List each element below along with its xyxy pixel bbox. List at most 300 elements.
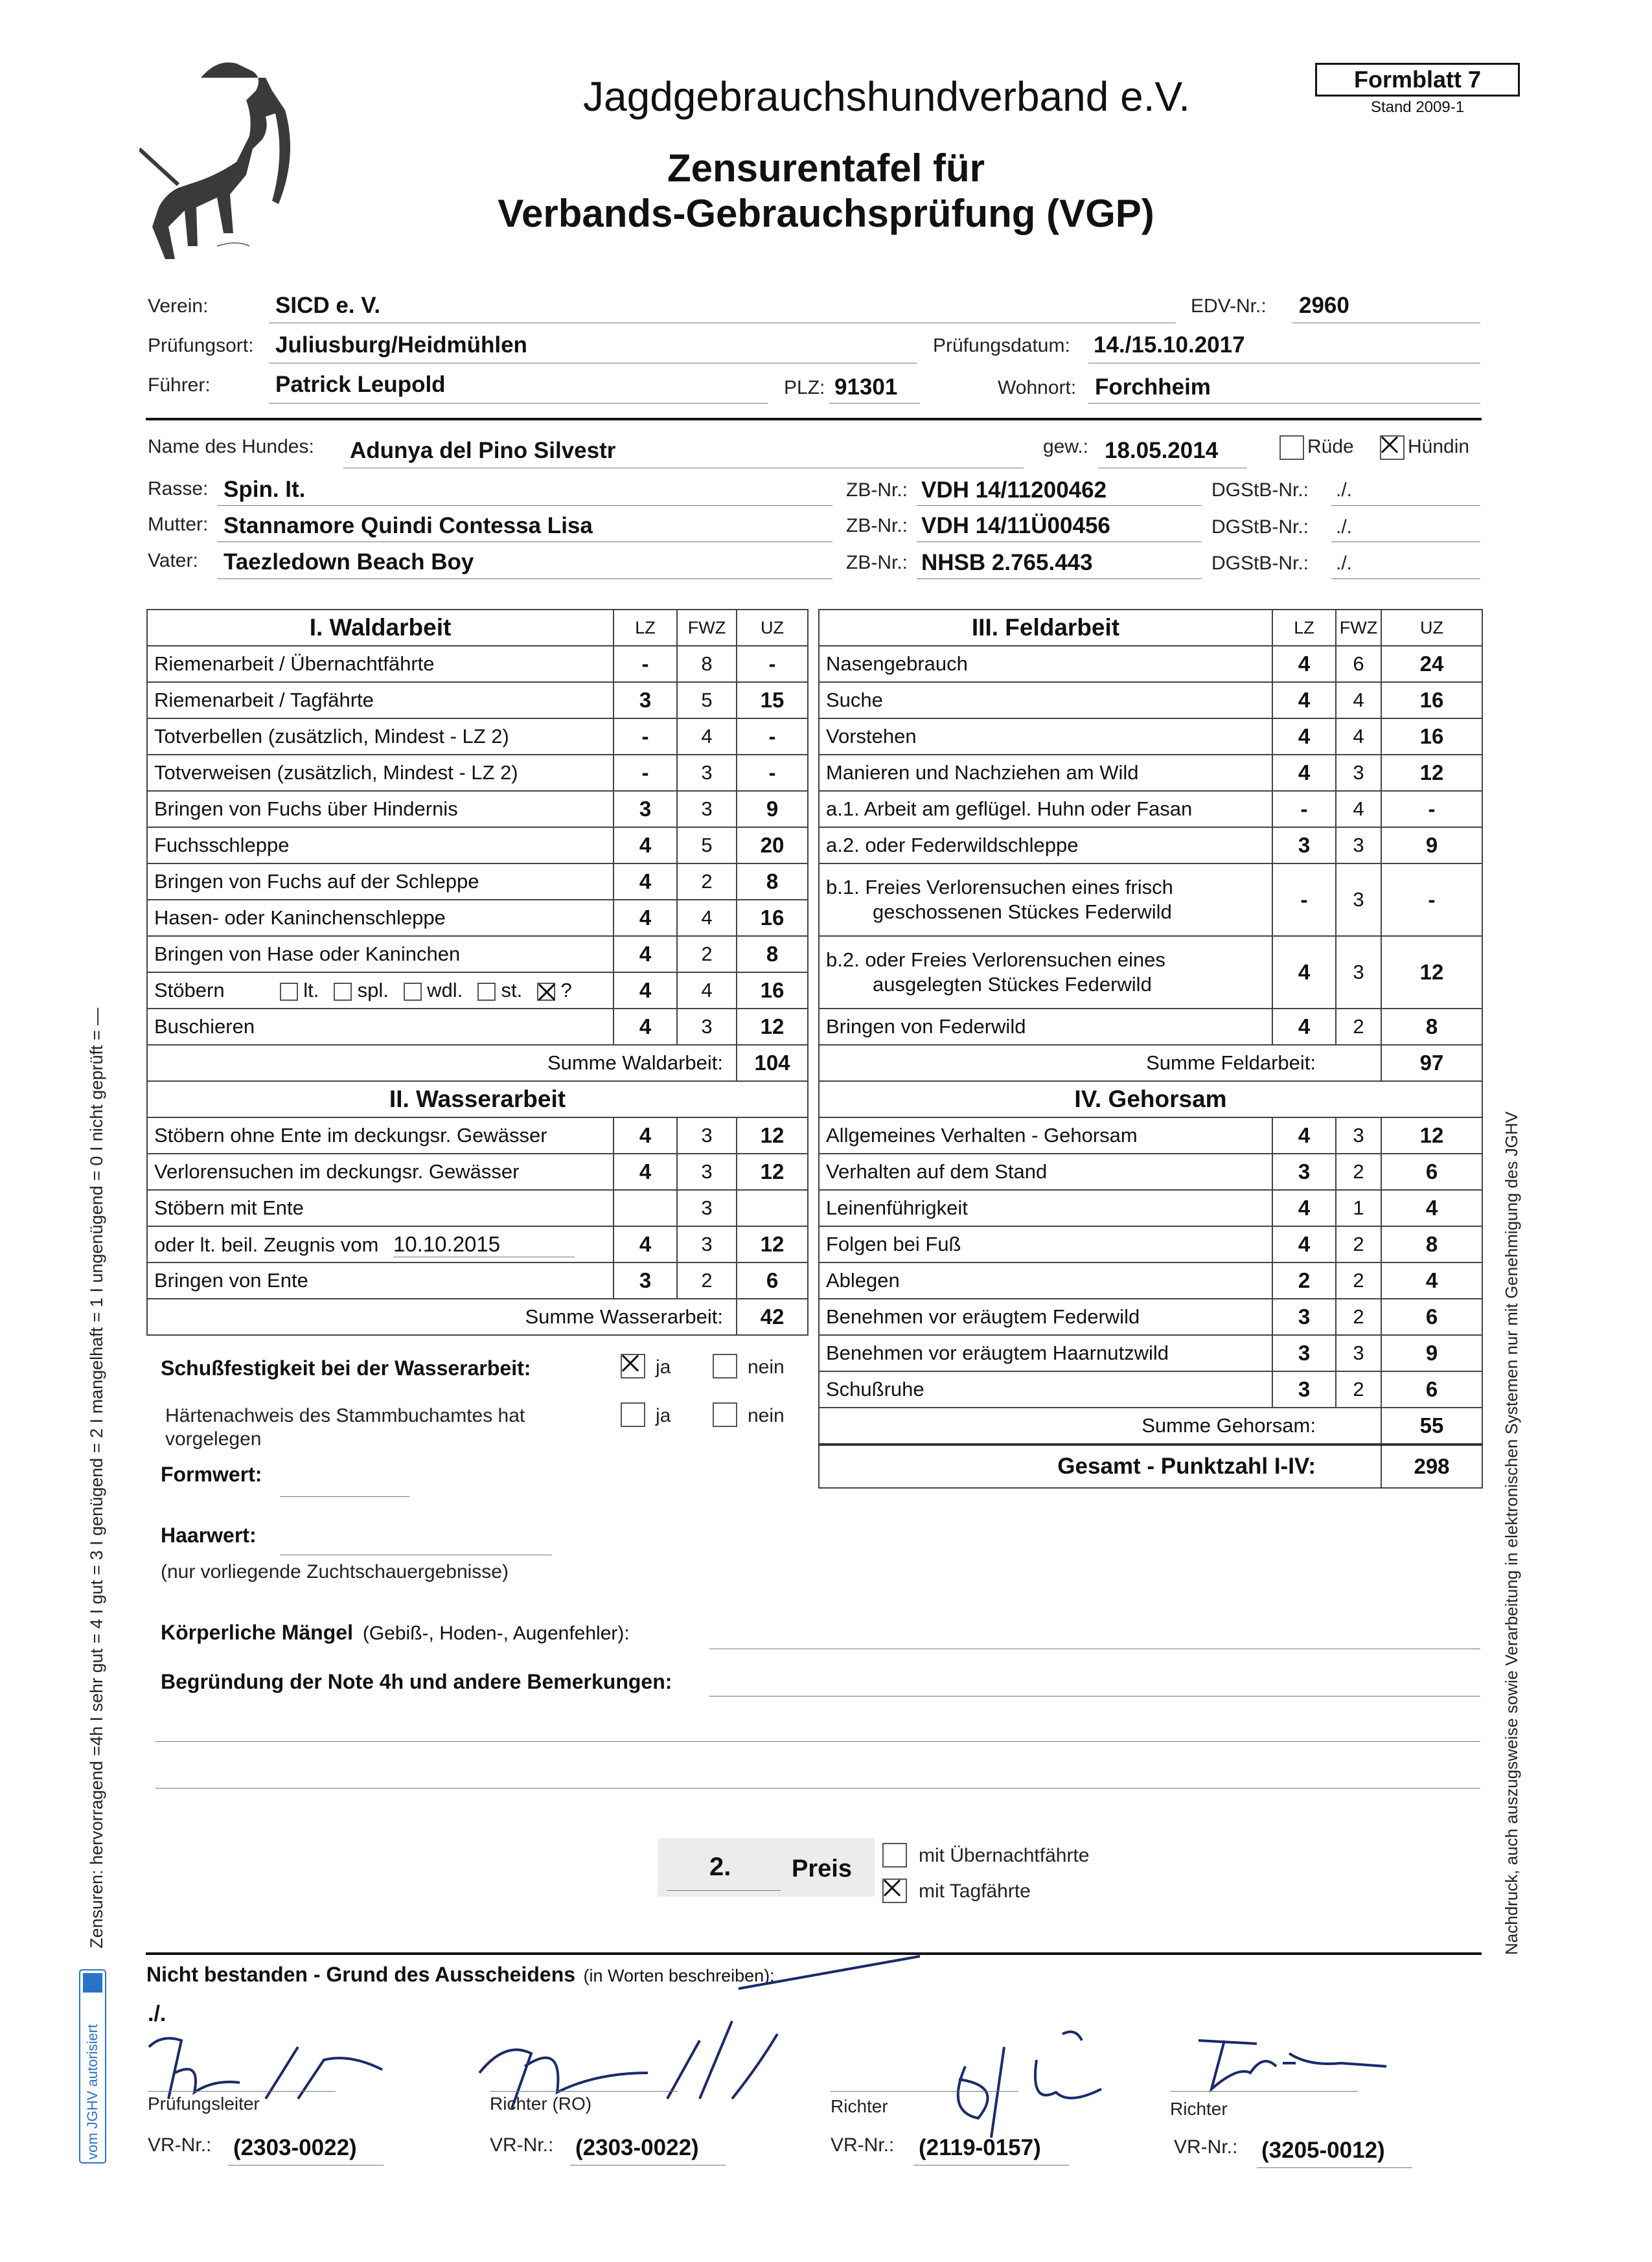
- uz-cell: 12: [737, 1117, 808, 1154]
- table-row: [819, 755, 1482, 791]
- feldarbeit-sum: 97: [1381, 1045, 1482, 1081]
- pruefungsort-label: Prüfungsort:: [148, 335, 254, 356]
- uz-cell: 12: [1381, 755, 1482, 791]
- vater-label: Vater:: [148, 550, 198, 571]
- form-title-line2: Verbands-Gebrauchsprüfung (VGP): [498, 192, 1154, 235]
- row-label: a.2. oder Federwildschleppe: [819, 827, 1272, 863]
- row-label: Ablegen: [819, 1262, 1272, 1299]
- verein-value: SICD e. V.: [275, 293, 381, 318]
- signature-richter-3: [907, 2021, 1127, 2144]
- uz-cell: 4: [1381, 1262, 1482, 1299]
- uz-cell: 12: [737, 1154, 808, 1190]
- schussfestigkeit-label: Schußfestigkeit bei der Wasserarbeit:: [161, 1356, 531, 1380]
- vater-value: Taezledown Beach Boy: [224, 549, 474, 575]
- form-number-box: [1315, 63, 1520, 97]
- maengel-note: (Gebiß-, Hoden-, Augenfehler):: [362, 1623, 630, 1644]
- table-row: [147, 827, 808, 863]
- fwz-cell: 3: [677, 1117, 737, 1154]
- judge-role-3: Richter: [831, 2096, 888, 2116]
- stoebern-lt-checkbox[interactable]: [280, 983, 298, 1001]
- stoebern-wdl-label: wdl.: [427, 979, 463, 1001]
- table-row: [147, 1190, 808, 1226]
- uz-cell: 9: [1381, 827, 1482, 863]
- uz-cell: 8: [737, 936, 808, 972]
- waldarbeit-sum-row: [147, 1045, 808, 1081]
- wasserarbeit-sum-row: [147, 1299, 808, 1335]
- fwz-cell: 6: [1336, 646, 1381, 682]
- stoebern-cell: [147, 972, 614, 1009]
- lz-cell: 4: [614, 1154, 677, 1190]
- row-label: Leinenführigkeit: [819, 1190, 1272, 1226]
- vater-zb-value: NHSB 2.765.443: [921, 550, 1093, 575]
- table-row: [819, 1262, 1482, 1299]
- row-label: [819, 863, 1272, 936]
- waldarbeit-sum: 104: [737, 1045, 808, 1081]
- lz-cell: -: [614, 755, 677, 791]
- schuss-nein-checkbox[interactable]: [713, 1354, 737, 1378]
- fwz-cell: 2: [1336, 1154, 1381, 1190]
- total-label: Gesamt - Punktzahl I-IV:: [819, 1445, 1381, 1488]
- table-row: [147, 791, 808, 827]
- lz-cell: 4: [1272, 646, 1336, 682]
- fwz-cell: 2: [1336, 1009, 1381, 1045]
- feldarbeit-table: [818, 609, 1483, 1489]
- row-label: Riemenarbeit / Tagfährte: [147, 682, 614, 718]
- row-label: Folgen bei Fuß: [819, 1226, 1272, 1262]
- row-label: Fuchsschleppe: [147, 827, 614, 863]
- row-label: Stöbern mit Ente: [147, 1190, 614, 1226]
- fwz-cell: 2: [677, 863, 737, 900]
- uz-cell: 8: [1381, 1226, 1482, 1262]
- uz-cell: -: [1381, 863, 1482, 936]
- fwz-cell: 3: [1336, 755, 1381, 791]
- vater-dgstb-value: ./.: [1336, 553, 1353, 574]
- pruefungsdatum-label: Prüfungsdatum:: [933, 335, 1070, 356]
- table-row: [819, 1009, 1482, 1045]
- table-row: [819, 827, 1482, 863]
- fwz-cell: 5: [677, 827, 737, 863]
- gehorsam-title: IV. Gehorsam: [819, 1081, 1482, 1117]
- preis-uebernacht-label: mit Übernachtfährte: [919, 1845, 1090, 1866]
- fwz-cell: 2: [677, 1262, 737, 1299]
- table-row: [819, 791, 1482, 827]
- preis-uebernacht-checkbox[interactable]: [882, 1843, 907, 1868]
- fwz-cell: 5: [677, 682, 737, 718]
- table-row: [819, 1226, 1482, 1262]
- fwz-cell: 3: [677, 1190, 737, 1226]
- judge-vr-label-3: VR-Nr.:: [831, 2134, 895, 2156]
- table-row: [819, 1154, 1482, 1190]
- col-fwz: FWZ: [1336, 610, 1381, 646]
- b2-label-line1: b.2. oder Freies Verlorensuchen eines: [826, 948, 1165, 971]
- lz-cell: 4: [614, 1117, 677, 1154]
- fwz-cell: 8: [677, 646, 737, 682]
- table-row: [147, 755, 808, 791]
- judge-vr-label-2: VR-Nr.:: [490, 2134, 554, 2156]
- table-row: [819, 863, 1482, 936]
- uz-cell: 12: [1381, 936, 1482, 1009]
- waldarbeit-title: I. Waldarbeit: [147, 610, 614, 646]
- stoebern-st-checkbox[interactable]: [477, 983, 496, 1001]
- sum-label: Summe Wasserarbeit:: [147, 1299, 737, 1335]
- uz-cell: 8: [1381, 1009, 1482, 1045]
- lz-cell: 3: [614, 791, 677, 827]
- row-label: Hasen- oder Kaninchenschleppe: [147, 900, 614, 936]
- row-label: Bringen von Ente: [147, 1262, 614, 1299]
- begruendung-line-2: [155, 1741, 1480, 1742]
- col-lz: LZ: [614, 610, 677, 646]
- b1-label-line1: b.1. Freies Verlorensuchen eines frisch: [826, 876, 1173, 898]
- vater-dgstb-label: DGStB-Nr.:: [1211, 553, 1309, 574]
- lz-cell: 4: [1272, 682, 1336, 718]
- form-number: Formblatt 7: [1353, 66, 1481, 93]
- huendin-label: Hündin: [1408, 436, 1470, 457]
- judge-vr-2: (2303-0022): [575, 2135, 699, 2160]
- fwz-cell: 3: [677, 791, 737, 827]
- uz-cell: 12: [737, 1009, 808, 1045]
- gehorsam-sum-row: [819, 1408, 1482, 1445]
- fwz-cell: 3: [677, 1226, 737, 1262]
- haerte-ja-label: ja: [656, 1405, 671, 1426]
- preis-tag-checkbox[interactable]: [882, 1879, 907, 1903]
- rasse-zb-value: VDH 14/11200462: [921, 477, 1107, 503]
- stoebern-wdl-checkbox[interactable]: [404, 983, 422, 1001]
- huendin-checkbox[interactable]: [1380, 435, 1405, 460]
- fwz-cell: 2: [1336, 1262, 1381, 1299]
- signature-richter-4: [1186, 2028, 1393, 2099]
- fuehrer-value: Patrick Leupold: [275, 372, 446, 397]
- lz-cell: 3: [614, 1262, 677, 1299]
- feldarbeit-sum-row: [819, 1045, 1482, 1081]
- judge-vr-1: (2303-0022): [233, 2135, 357, 2160]
- uz-cell: 24: [1381, 646, 1482, 682]
- table-row: [147, 936, 808, 972]
- hund-name-label: Name des Hundes:: [148, 436, 314, 457]
- fwz-cell: 4: [677, 972, 737, 1009]
- uz-cell: 16: [737, 900, 808, 936]
- fuehrer-label: Führer:: [148, 374, 211, 396]
- row-label: Verlorensuchen im deckungsr. Gewässer: [147, 1154, 614, 1190]
- fwz-cell: 3: [1336, 1117, 1381, 1154]
- hund-name-value: Adunya del Pino Silvestr: [350, 438, 616, 463]
- row-label: Benehmen vor eräugtem Haarnutzwild: [819, 1335, 1272, 1371]
- haerte-ja-checkbox[interactable]: [621, 1402, 645, 1427]
- copyright-note: Nachdruck, auch auszugsweise sowie Verarbeitung in elektronischen Systemen nur mit Genehmigung des JGHV: [1502, 1111, 1521, 1955]
- row-label: Allgemeines Verhalten - Gehorsam: [819, 1117, 1272, 1154]
- rasse-dgstb-label: DGStB-Nr.:: [1211, 479, 1309, 501]
- org-name: Jagdgebrauchshundverband e.V.: [583, 73, 1191, 120]
- jghv-badge: [79, 1969, 106, 2164]
- haarwert-note: (nur vorliegende Zuchtschauergebnisse): [161, 1561, 509, 1582]
- judge-vr-label-4: VR-Nr.:: [1174, 2136, 1238, 2158]
- lz-cell: 4: [614, 827, 677, 863]
- uz-cell: 8: [737, 863, 808, 900]
- row-label: Buschieren: [147, 1009, 614, 1045]
- ruede-checkbox[interactable]: [1279, 435, 1304, 460]
- schuss-ja-checkbox[interactable]: [621, 1354, 645, 1378]
- nicht-bestanden-label: Nicht bestanden - Grund des Ausscheidens: [146, 1963, 576, 1986]
- uz-cell: -: [737, 755, 808, 791]
- wohnort-value: Forchheim: [1095, 374, 1211, 400]
- stoebern-st-label: st.: [501, 979, 523, 1001]
- row-label: Vorstehen: [819, 718, 1272, 755]
- lz-cell: -: [1272, 863, 1336, 936]
- uz-cell: 15: [737, 682, 808, 718]
- fwz-cell: 3: [677, 1009, 737, 1045]
- uz-cell: -: [737, 718, 808, 755]
- plz-value: 91301: [834, 374, 898, 400]
- table-row: [147, 646, 808, 682]
- judge-role-2: Richter (RO): [490, 2094, 592, 2114]
- haerte-nein-checkbox[interactable]: [713, 1402, 737, 1427]
- lz-cell: [614, 1190, 677, 1226]
- table-row: [147, 718, 808, 755]
- lz-cell: 4: [614, 900, 677, 936]
- wasserarbeit-title: II. Wasserarbeit: [147, 1081, 808, 1117]
- uz-cell: -: [1381, 791, 1482, 827]
- lz-cell: 4: [614, 1226, 677, 1262]
- fwz-cell: 1: [1336, 1190, 1381, 1226]
- lz-cell: 4: [614, 1009, 677, 1045]
- haarwert-label: Haarwert:: [161, 1524, 257, 1547]
- table-row: [819, 1190, 1482, 1226]
- stoebern-lt-label: lt.: [303, 979, 319, 1001]
- lz-cell: 4: [614, 936, 677, 972]
- judge-vr-4: (3205-0012): [1261, 2138, 1385, 2163]
- mutter-dgstb-label: DGStB-Nr.:: [1211, 516, 1309, 538]
- rasse-zb-label: ZB-Nr.:: [846, 479, 908, 501]
- signature-richter-ro: [453, 1943, 933, 2118]
- col-uz: UZ: [737, 610, 808, 646]
- form-stand: Stand 2009-1: [1370, 98, 1465, 116]
- jghv-logo-icon: [83, 1973, 102, 1993]
- lz-cell: -: [614, 646, 677, 682]
- table-row: [147, 900, 808, 936]
- table-row: [819, 1299, 1482, 1335]
- schuss-ja-label: ja: [656, 1356, 671, 1378]
- uz-cell: 12: [737, 1226, 808, 1262]
- preis-label: Preis: [792, 1855, 852, 1882]
- formwert-line: [280, 1496, 409, 1497]
- row-label: Manieren und Nachziehen am Wild: [819, 755, 1272, 791]
- mutter-zb-label: ZB-Nr.:: [846, 515, 908, 536]
- lz-cell: 2: [1272, 1262, 1336, 1299]
- table-row: [147, 863, 808, 900]
- rasse-dgstb-value: ./.: [1336, 479, 1353, 501]
- haerte-nein-label: nein: [748, 1405, 785, 1426]
- lz-cell: 3: [1272, 1371, 1336, 1408]
- fwz-cell: 4: [1336, 718, 1381, 755]
- form-title-line1: Zensurentafel für: [667, 146, 985, 190]
- table-row: [819, 936, 1482, 1009]
- stoebern-unknown-checkbox[interactable]: [537, 983, 555, 1001]
- sum-label: Summe Feldarbeit:: [819, 1045, 1381, 1081]
- stoebern-spl-label: spl.: [357, 979, 389, 1001]
- row-label: Verhalten auf dem Stand: [819, 1154, 1272, 1190]
- lz-cell: 4: [614, 863, 677, 900]
- mutter-dgstb-value: ./.: [1336, 516, 1353, 538]
- uz-cell: 16: [1381, 682, 1482, 718]
- mutter-zb-value: VDH 14/11Ü00456: [921, 513, 1110, 538]
- table-row: [147, 1009, 808, 1045]
- sum-label: Summe Gehorsam:: [819, 1408, 1381, 1445]
- row-label: Schußruhe: [819, 1371, 1272, 1408]
- fwz-cell: 3: [1336, 863, 1381, 936]
- preis-value: 2.: [709, 1853, 731, 1881]
- uz-cell: 16: [737, 972, 808, 1009]
- lz-cell: 4: [614, 972, 677, 1009]
- col-fwz: FWZ: [677, 610, 737, 646]
- row-label: oder lt. beil. Zeugnis vom: [154, 1233, 379, 1256]
- lz-cell: 3: [1272, 827, 1336, 863]
- fwz-cell: 4: [1336, 791, 1381, 827]
- lz-cell: 4: [1272, 1009, 1336, 1045]
- fwz-cell: 3: [1336, 1335, 1381, 1371]
- jghv-badge-text: vom JGHV autorisiert: [84, 2024, 100, 2160]
- uz-cell: 6: [1381, 1371, 1482, 1408]
- formwert-label: Formwert:: [161, 1463, 262, 1486]
- zeugnis-date: 10.10.2015: [393, 1232, 575, 1257]
- row-label: Totverweisen (zusätzlich, Mindest - LZ 2): [147, 755, 614, 791]
- waldarbeit-table: [146, 609, 809, 1336]
- table-row: [147, 1117, 808, 1154]
- nicht-bestanden-value: ./.: [148, 2002, 166, 2026]
- lz-cell: 4: [1272, 1190, 1336, 1226]
- haertenachweis-label: Härtenachweis des Stammbuchamtes hat vorgelegen: [165, 1405, 525, 1450]
- lz-cell: -: [614, 718, 677, 755]
- table-row: [819, 1117, 1482, 1154]
- pruefungsort-value: Juliusburg/Heidmühlen: [275, 332, 527, 358]
- fwz-cell: 3: [1336, 827, 1381, 863]
- table-row: [819, 646, 1482, 682]
- row-label: Bringen von Fuchs auf der Schleppe: [147, 863, 614, 900]
- uz-cell: 20: [737, 827, 808, 863]
- row-label: Bringen von Federwild: [819, 1009, 1272, 1045]
- grading-scale-note: Zensuren: hervorragend =4h I sehr gut = 4 I gut = 3 I genügend = 2 I mangelhaft = 1 I ungenügend = 0 I nicht geprüft = —: [87, 1007, 106, 1948]
- uz-cell: 9: [1381, 1335, 1482, 1371]
- table-row: [147, 1154, 808, 1190]
- row-label: Nasengebrauch: [819, 646, 1272, 682]
- table-row-zeugnis: [147, 1226, 808, 1262]
- fwz-cell: 2: [1336, 1299, 1381, 1335]
- vater-zb-label: ZB-Nr.:: [846, 552, 908, 573]
- lz-cell: 4: [1272, 755, 1336, 791]
- zeugnis-cell: [147, 1226, 614, 1262]
- stoebern-spl-checkbox[interactable]: [334, 983, 352, 1001]
- table-row: [819, 718, 1482, 755]
- fwz-cell: 3: [1336, 936, 1381, 1009]
- uz-cell: -: [737, 646, 808, 682]
- mutter-label: Mutter:: [148, 514, 209, 535]
- total-row: [819, 1445, 1482, 1488]
- row-label: Suche: [819, 682, 1272, 718]
- fwz-cell: 4: [1336, 682, 1381, 718]
- col-uz: UZ: [1381, 610, 1482, 646]
- row-label: Bringen von Fuchs über Hindernis: [147, 791, 614, 827]
- edv-value: 2960: [1299, 293, 1349, 318]
- preis-underline: [667, 1890, 781, 1891]
- fwz-cell: 2: [677, 936, 737, 972]
- lz-cell: 3: [614, 682, 677, 718]
- judge-role-1: Prüfungsleiter: [148, 2094, 260, 2114]
- lz-cell: 4: [1272, 1226, 1336, 1262]
- total-score: 298: [1381, 1445, 1482, 1488]
- col-lz: LZ: [1272, 610, 1336, 646]
- preis-tag-label: mit Tagfährte: [919, 1880, 1031, 1902]
- row-label: a.1. Arbeit am geflügel. Huhn oder Fasan: [819, 791, 1272, 827]
- rasse-value: Spin. It.: [224, 477, 306, 502]
- uz-cell: 6: [1381, 1154, 1482, 1190]
- row-label: Bringen von Hase oder Kaninchen: [147, 936, 614, 972]
- judge-role-4: Richter: [1170, 2099, 1228, 2119]
- row-label: Riemenarbeit / Übernachtfährte: [147, 646, 614, 682]
- uz-cell: 6: [737, 1262, 808, 1299]
- row-label: [819, 936, 1272, 1009]
- lz-cell: 3: [1272, 1154, 1336, 1190]
- fwz-cell: 3: [677, 1154, 737, 1190]
- table-row-stoebern: [147, 972, 808, 1009]
- maengel-label: Körperliche Mängel: [161, 1621, 353, 1644]
- row-label: Benehmen vor eräugtem Federwild: [819, 1299, 1272, 1335]
- lz-cell: 3: [1272, 1335, 1336, 1371]
- mutter-value: Stannamore Quindi Contessa Lisa: [224, 513, 593, 538]
- schuss-nein-label: nein: [748, 1356, 785, 1378]
- rasse-label: Rasse:: [148, 478, 209, 499]
- lz-cell: 4: [1272, 1117, 1336, 1154]
- table-row: [819, 1371, 1482, 1408]
- wurfdatum-label: gew.:: [1043, 436, 1089, 457]
- feldarbeit-title: III. Feldarbeit: [819, 610, 1272, 646]
- fwz-cell: 3: [677, 755, 737, 791]
- judge-vr-label-1: VR-Nr.:: [148, 2134, 212, 2156]
- judge-vr-3: (2119-0157): [919, 2135, 1041, 2160]
- plz-label: PLZ:: [784, 377, 825, 398]
- gehorsam-sum: 55: [1381, 1408, 1482, 1445]
- stoebern-unknown-label: ?: [560, 979, 572, 1001]
- fwz-cell: 2: [1336, 1371, 1381, 1408]
- b2-label-line2: ausgelegten Stückes Federwild: [873, 973, 1152, 996]
- fwz-cell: 4: [677, 900, 737, 936]
- verein-label: Verein:: [148, 295, 209, 317]
- wurfdatum-value: 18.05.2014: [1105, 438, 1219, 463]
- lz-cell: 4: [1272, 718, 1336, 755]
- row-label: Stöbern ohne Ente im deckungsr. Gewässer: [147, 1117, 614, 1154]
- ruede-label: Rüde: [1307, 436, 1354, 457]
- pruefungsdatum-value: 14./15.10.2017: [1094, 332, 1245, 358]
- begruendung-label: Begründung der Note 4h und andere Bemerkungen:: [161, 1670, 672, 1693]
- table-row: [819, 682, 1482, 718]
- maengel-row: [161, 1621, 630, 1645]
- uz-cell: 9: [737, 791, 808, 827]
- edv-label: EDV-Nr.:: [1191, 295, 1267, 317]
- table-row: [819, 1335, 1482, 1371]
- row-label: Totverbellen (zusätzlich, Mindest - LZ 2): [147, 718, 614, 755]
- uz-cell: 6: [1381, 1299, 1482, 1335]
- sum-label: Summe Waldarbeit:: [147, 1045, 737, 1081]
- fwz-cell: 2: [1336, 1226, 1381, 1262]
- fwz-cell: 4: [677, 718, 737, 755]
- uz-cell: 4: [1381, 1190, 1482, 1226]
- wohnort-label: Wohnort:: [998, 377, 1077, 398]
- table-row: [147, 682, 808, 718]
- wasserarbeit-sum: 42: [737, 1299, 808, 1335]
- nicht-bestanden-note: (in Worten beschreiben):: [583, 1966, 775, 1985]
- uz-cell: 16: [1381, 718, 1482, 755]
- row-label: Stöbern: [154, 979, 225, 1001]
- b1-label-line2: geschossenen Stückes Federwild: [873, 900, 1172, 923]
- uz-cell: [737, 1190, 808, 1226]
- table-row: [147, 1262, 808, 1299]
